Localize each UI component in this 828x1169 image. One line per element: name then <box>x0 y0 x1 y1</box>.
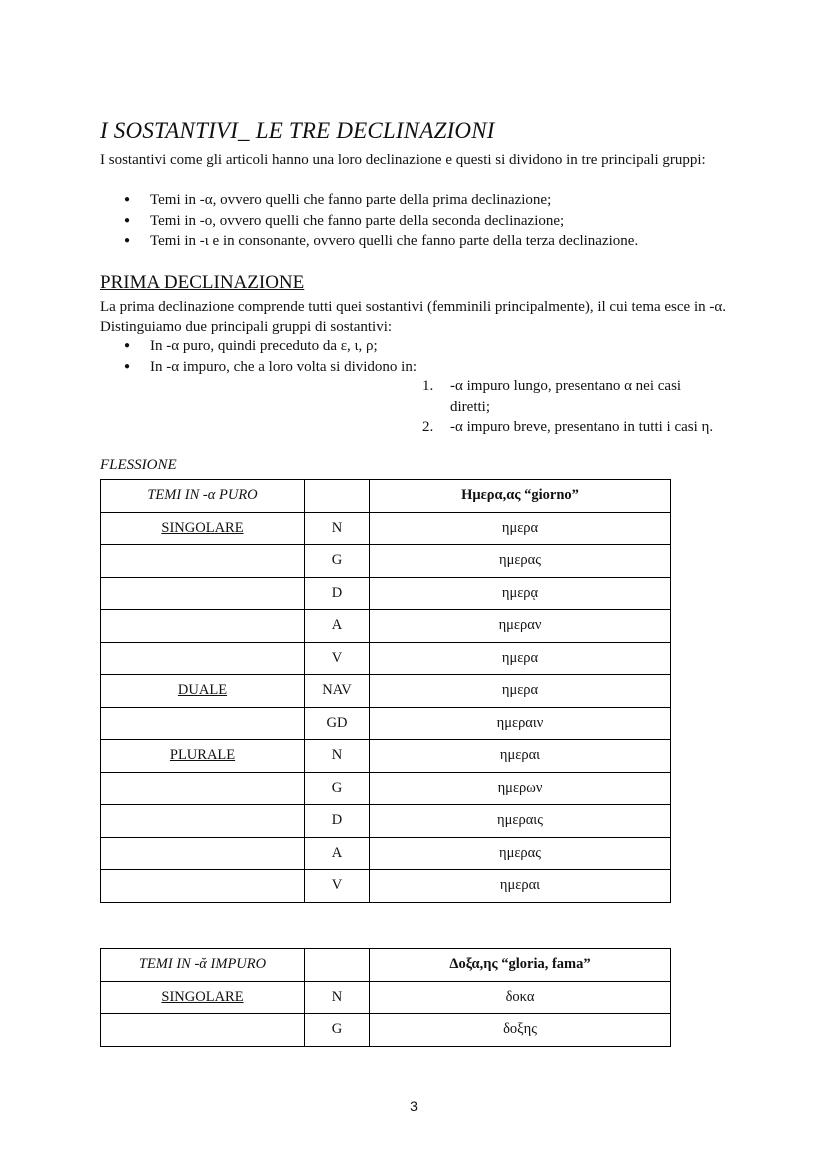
header-group-cell: TEMI IN -ᾰ IMPURO <box>101 949 305 982</box>
table-row <box>101 837 671 870</box>
number-cell: DUALE <box>177 682 228 699</box>
form-cell: ημεραν <box>370 610 671 643</box>
header-case-cell <box>305 480 370 513</box>
header-word-cell: Ημερα,ας “giorno” <box>370 480 671 513</box>
section-paragraph: La prima declinazione comprende tutti quei sostantivi (femminili principalmente), il cui tema esce in -α. Distinguiamo due principali gruppi di sostantivi: <box>100 299 726 335</box>
table-header-row <box>101 949 671 982</box>
table-row <box>101 642 671 675</box>
item-text: -α impuro breve, presentano in tutti i casi η. <box>450 419 714 435</box>
case-cell: V <box>305 870 370 903</box>
case-cell: V <box>305 642 370 675</box>
case-cell: G <box>305 1014 370 1047</box>
table-header-row <box>101 480 671 513</box>
case-cell: D <box>305 577 370 610</box>
case-cell: A <box>305 837 370 870</box>
form-cell: ημερα <box>370 675 671 708</box>
table-row <box>101 512 671 545</box>
intro-paragraph: I sostantivi come gli articoli hanno una loro declinazione e questi si dividono in tre principali gruppi: <box>100 152 706 168</box>
case-cell: G <box>305 772 370 805</box>
case-cell: N <box>305 981 370 1014</box>
form-cell: ημερας <box>370 545 671 578</box>
form-cell: ημερα <box>370 642 671 675</box>
list-item: ● Temi in -ο, ovvero quelli che fanno parte della seconda declinazione; <box>100 211 638 232</box>
case-cell: G <box>305 545 370 578</box>
case-cell: NAV <box>305 675 370 708</box>
number-cell: PLURALE <box>169 747 236 764</box>
header-word-cell: Δοξα,ης “gloria, fama” <box>370 949 671 982</box>
case-cell: D <box>305 805 370 838</box>
table-row <box>101 1014 671 1047</box>
form-cell: ημεραις <box>370 805 671 838</box>
numbered-item <box>422 417 722 438</box>
form-cell: ημερων <box>370 772 671 805</box>
table-row <box>101 870 671 903</box>
groups-list <box>100 190 638 252</box>
number-cell: SINGOLARE <box>161 519 244 536</box>
flessione-label: FLESSIONE <box>100 457 177 473</box>
item-number: 1. <box>422 378 434 394</box>
numbered-item <box>422 376 722 417</box>
form-cell: ημεραιν <box>370 707 671 740</box>
table-row <box>101 707 671 740</box>
header-group-cell: TEMI IN -α PURO <box>101 480 305 513</box>
case-cell: A <box>305 610 370 643</box>
page-title: I SOSTANTIVI_ LE TRE DECLINAZIONI <box>100 118 495 143</box>
table-row <box>101 577 671 610</box>
table-row <box>101 805 671 838</box>
page-number: 3 <box>410 1098 418 1114</box>
case-cell: N <box>305 740 370 773</box>
form-cell: ημεραι <box>370 870 671 903</box>
table-row <box>101 772 671 805</box>
header-case-cell <box>305 949 370 982</box>
form-cell: ημερα <box>370 512 671 545</box>
list-item: ● Temi in -α, ovvero quelli che fanno parte della prima declinazione; <box>100 190 638 211</box>
section-heading: PRIMA DECLINAZIONE <box>100 272 305 293</box>
form-cell: ημεραι <box>370 740 671 773</box>
table-row <box>101 675 671 708</box>
declension-table-alpha-puro <box>100 479 671 903</box>
item-text: -α impuro lungo, presentano α nei casi diretti; <box>450 378 682 415</box>
case-cell: GD <box>305 707 370 740</box>
form-cell: δοξης <box>370 1014 671 1047</box>
form-cell: ημερας <box>370 837 671 870</box>
table-row <box>101 610 671 643</box>
table-row <box>101 545 671 578</box>
table-row <box>101 740 671 773</box>
form-cell: δοκα <box>370 981 671 1014</box>
numbered-list <box>422 376 722 438</box>
item-number: 2. <box>422 419 434 435</box>
list-item: ● Temi in -ι e in consonante, ovvero quelli che fanno parte della terza declinazione. <box>100 231 638 252</box>
list-item: ● In -α impuro, che a loro volta si dividono in: <box>100 357 417 378</box>
number-cell: SINGOLARE <box>161 988 244 1005</box>
case-cell: N <box>305 512 370 545</box>
form-cell: ημερᾳ <box>370 577 671 610</box>
declension-table-alpha-impuro <box>100 948 671 1047</box>
table-row <box>101 981 671 1014</box>
subgroups-list <box>100 336 417 377</box>
list-item: ● In -α puro, quindi preceduto da ε, ι, ρ; <box>100 336 417 357</box>
